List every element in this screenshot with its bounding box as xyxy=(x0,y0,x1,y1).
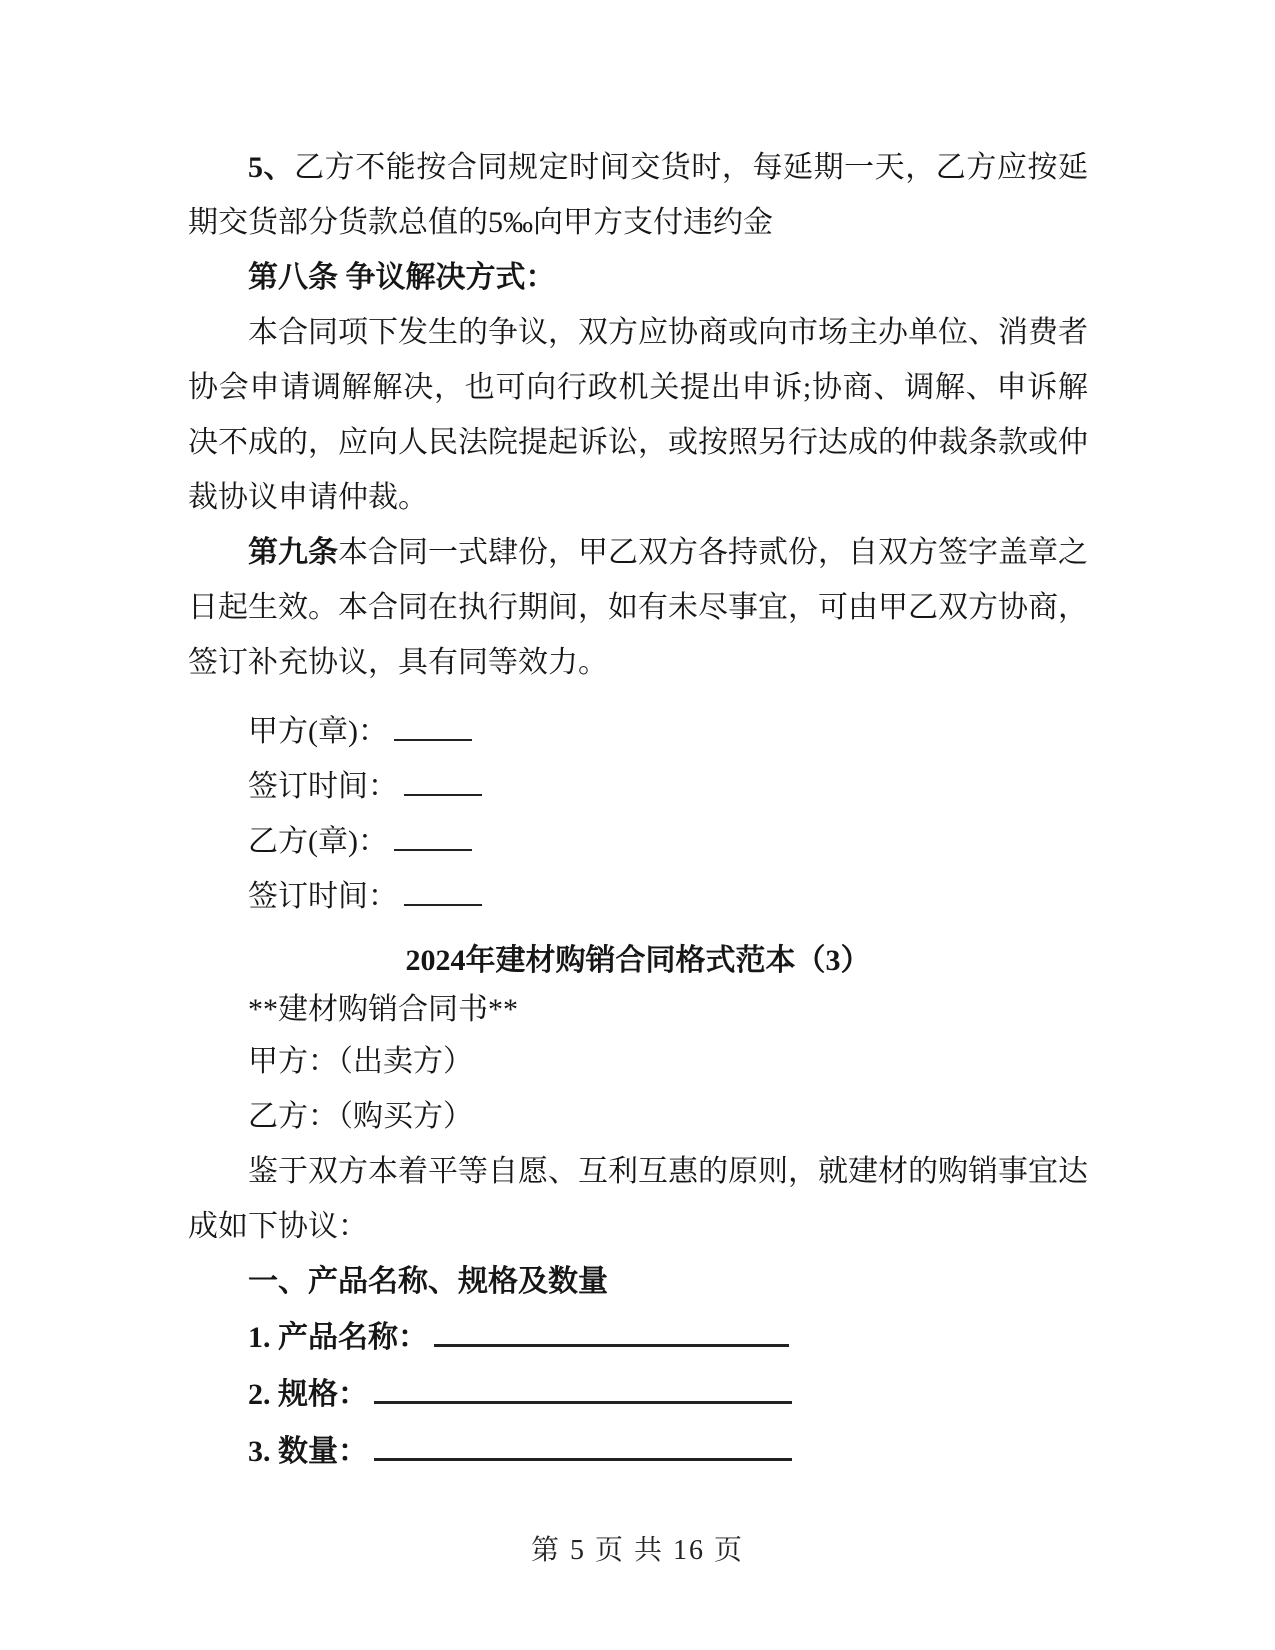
section-1-heading: 一、产品名称、规格及数量 xyxy=(248,1265,608,1298)
preamble-paragraph: 鉴于双方本着平等自愿、互利互惠的原则，就建材的购销事宜达成如下协议： xyxy=(188,1155,1088,1243)
form-item-label: 3. 数量： xyxy=(248,1435,368,1468)
article-8-heading: 第八条 争议解决方式： xyxy=(248,261,556,294)
blank-underline xyxy=(374,1371,792,1404)
signature-label: 签订时间： xyxy=(248,880,398,913)
clause-5-paragraph xyxy=(188,140,1088,250)
article-9-label: 第九条 xyxy=(248,536,338,569)
article-8-paragraph: 本合同项下发生的争议，双方应协商或向市场主办单位、消费者协会申请调解解决，也可向行政机关提出申诉;协商、调解、申诉解决不成的，应向人民法院提起诉讼，或按照另行达成的仲裁条款或仲裁协议申请仲裁。 xyxy=(188,316,1088,514)
blank-underline xyxy=(404,874,482,906)
signature-line-date-a xyxy=(188,759,1088,814)
document-body xyxy=(188,140,1088,1480)
article-9-paragraph xyxy=(188,525,1088,690)
blank-underline xyxy=(404,764,482,796)
form-item-spec xyxy=(188,1366,1088,1423)
form-item-quantity xyxy=(188,1423,1088,1480)
clause-5-text: 乙方不能按合同规定时间交货时，每延期一天，乙方应按延期交货部分货款总值的5‰向甲方支付违约金 xyxy=(188,151,1089,239)
party-b-line: 乙方：（购买方） xyxy=(248,1100,473,1133)
form-item-label: 2. 规格： xyxy=(248,1378,368,1411)
blank-underline xyxy=(374,1428,792,1461)
contract-template-title: 2024年建材购销合同格式范本（3） xyxy=(405,944,871,977)
page-footer: 第 5 页 共 16 页 xyxy=(530,1535,744,1566)
form-item-product-name xyxy=(188,1309,1088,1366)
clause-5-number: 5、 xyxy=(248,151,295,184)
signature-label: 乙方(章)： xyxy=(248,825,388,858)
blank-underline xyxy=(394,709,472,741)
blank-underline xyxy=(434,1314,789,1347)
signature-line-party-b-seal xyxy=(188,814,1088,869)
signature-line-date-b xyxy=(188,869,1088,924)
contract-subtitle: **建材购销合同书** xyxy=(248,993,518,1026)
signature-label: 签订时间： xyxy=(248,770,398,803)
form-item-label: 1. 产品名称： xyxy=(248,1321,428,1354)
blank-underline xyxy=(394,819,472,851)
article-9-text: 本合同一式肆份，甲乙双方各持贰份，自双方签字盖章之日起生效。本合同在执行期间，如有未尽事宜，可由甲乙双方协商，签订补充协议，具有同等效力。 xyxy=(188,536,1088,679)
signature-block xyxy=(188,704,1088,924)
signature-line-party-a-seal xyxy=(188,704,1088,759)
party-a-line: 甲方：（出卖方） xyxy=(248,1045,473,1078)
signature-label: 甲方(章)： xyxy=(248,715,388,748)
